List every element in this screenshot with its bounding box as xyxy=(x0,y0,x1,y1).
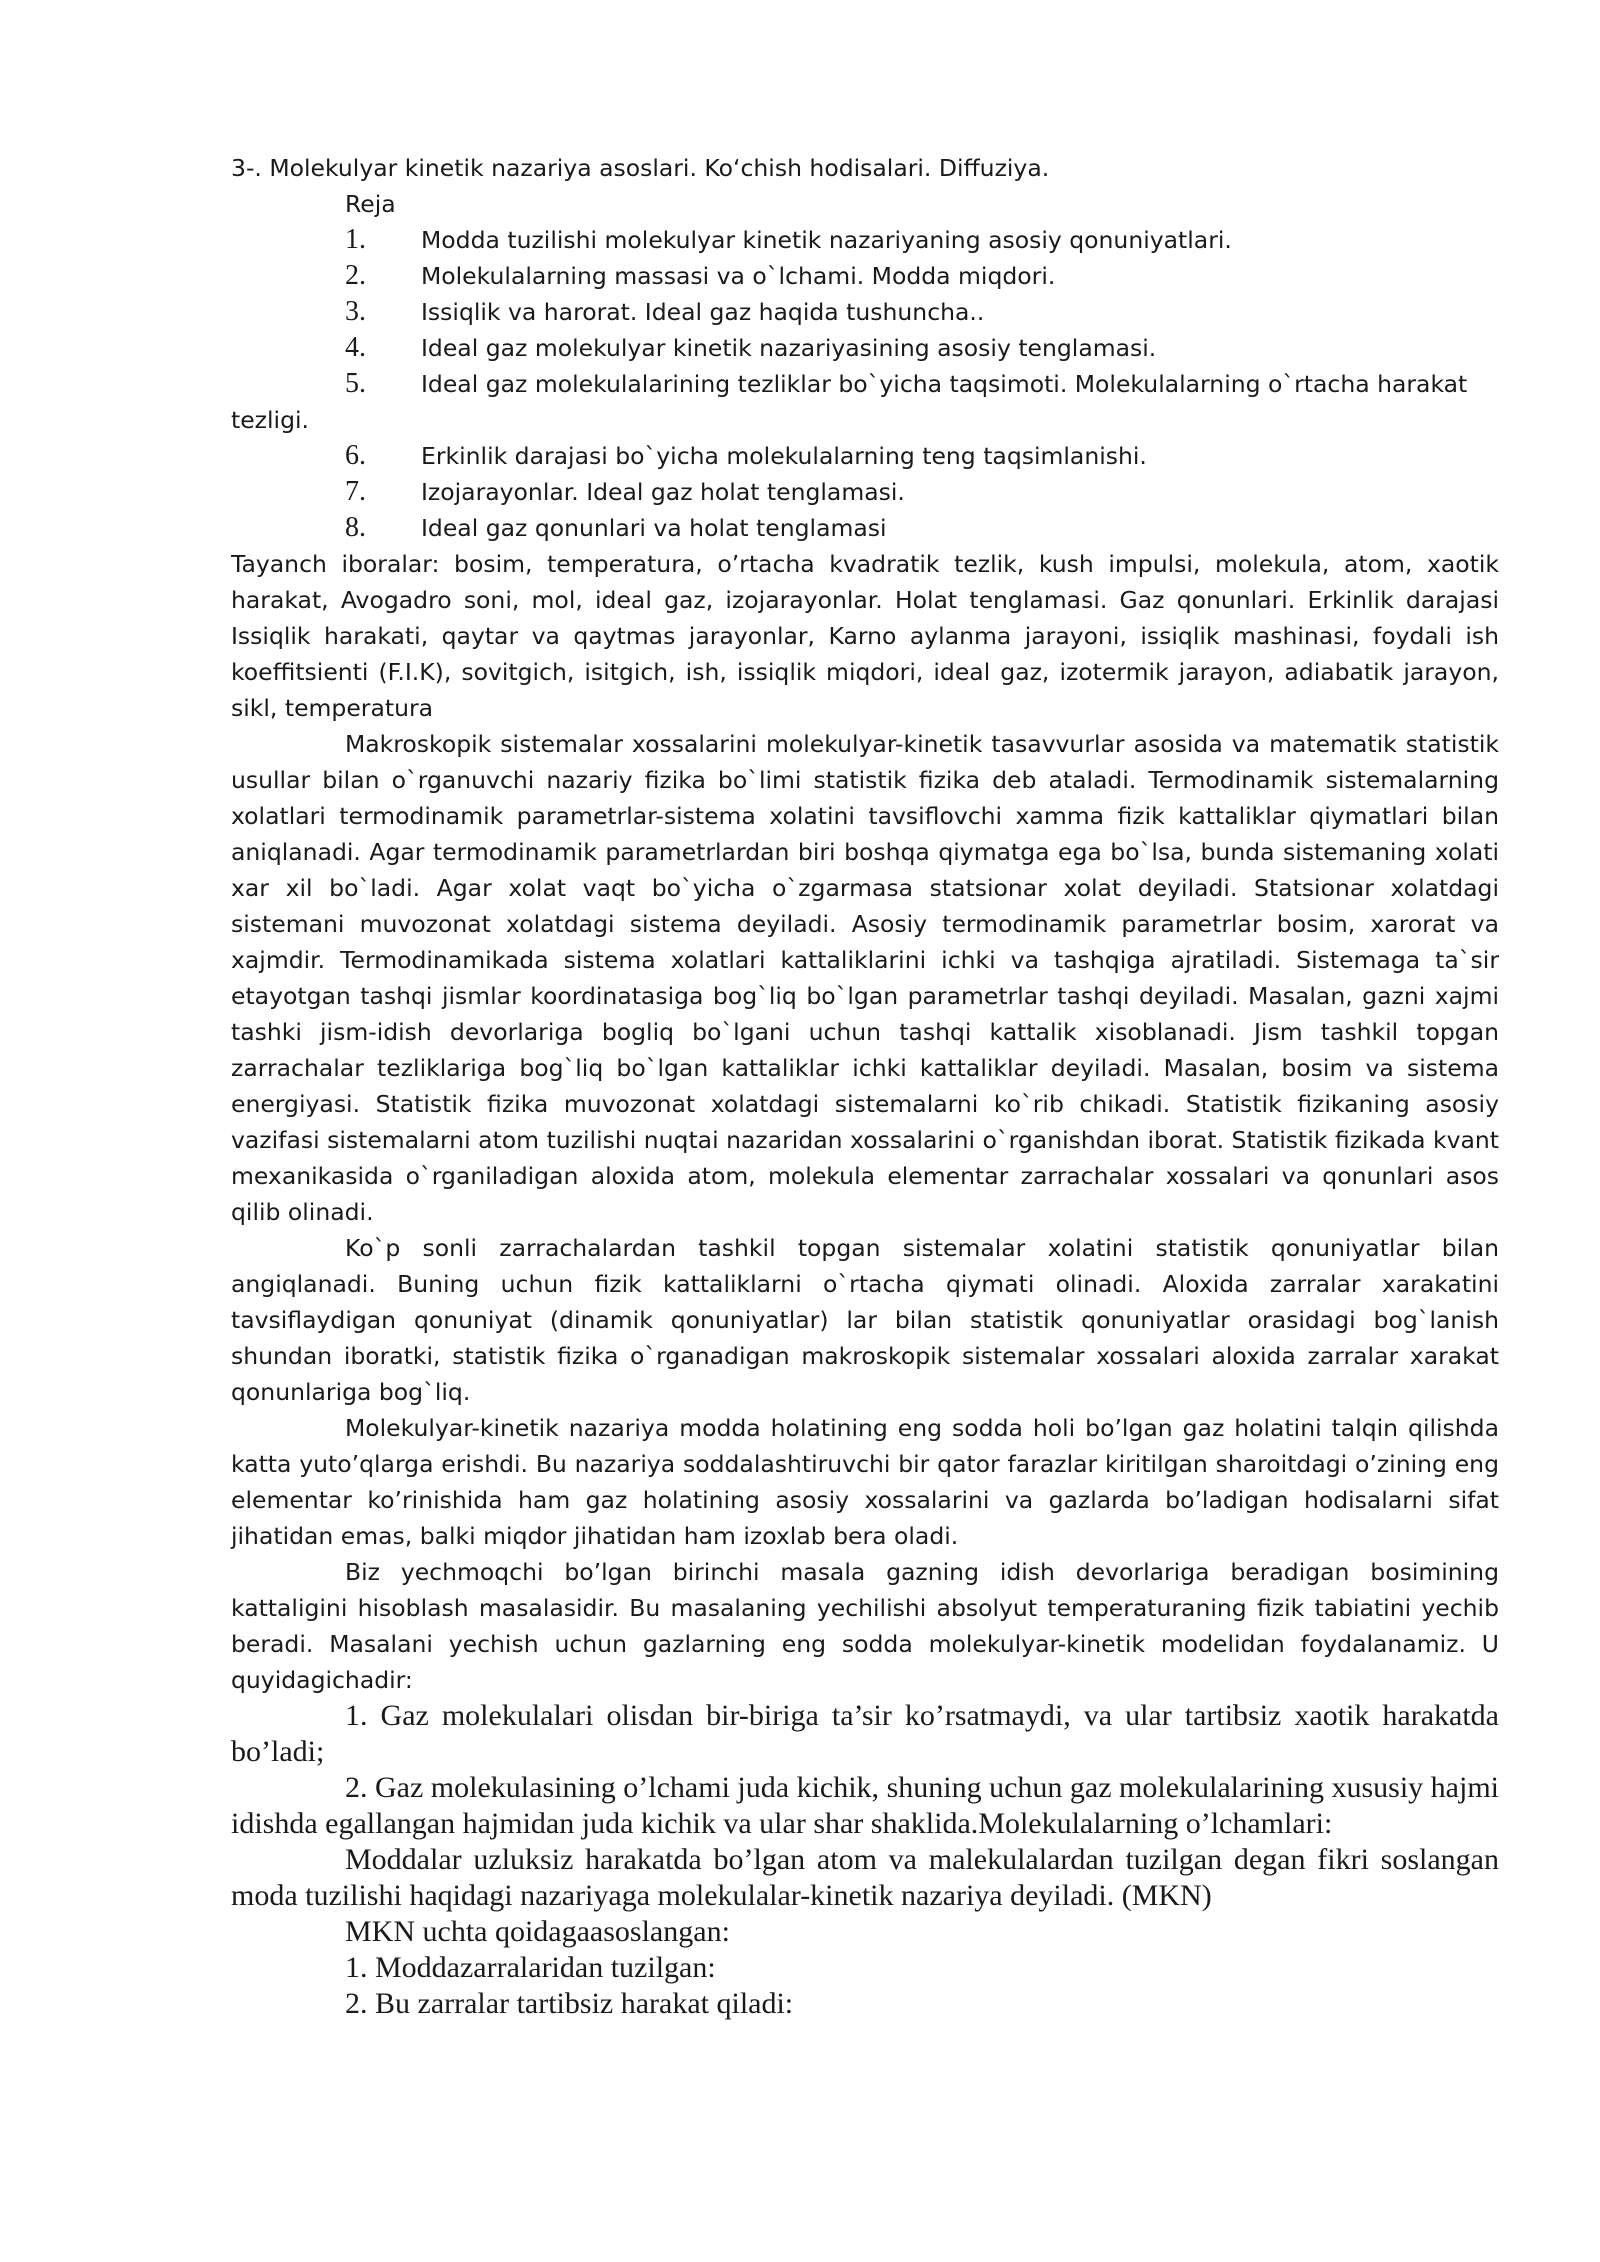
plan-item-text: Izojarayonlar. Ideal gaz holat tenglamasi. xyxy=(421,478,905,506)
model-assumption: 1. Gaz molekulalari olisdan bir-biriga ta’sir ko’rsatmaydi, va ular tartibsiz xaotik harakatda bo’ladi; xyxy=(231,1699,1499,1768)
plan-item-number: 7. xyxy=(345,476,366,507)
keywords-paragraph: Tayanch iboralar: bosim, temperatura, o’rtacha kvadratik tezlik, kush impulsi, molekula, atom, xaotik harakat, Avogadro soni, mol, ideal gaz, izojarayonlar. Holat tenglamasi. Gaz qonunlari. Erkinlik darajasi Issiqlik harakati, qaytar va qaytmas jarayonlar, Karno aylanma jarayoni, issiqlik mashinasi, foydali ish koeffitsienti (F.I.K), sovitgich, isitgich, ish, issiqlik miqdori, ideal gaz, izotermik jarayon, adiabatik jarayon, sikl, temperatura xyxy=(231,550,1499,722)
plan-item-number: 5. xyxy=(345,368,366,399)
body-paragraph: Molekulyar-kinetik nazariya modda holatining eng sodda holi bo’lgan gaz holatini talqin qilishda katta yuto’qlarga erishdi. Bu nazariya soddalashtiruvchi bir qator farazlar kiritilgan sharoitdagi o’zining eng elementar ko’rinishida ham gaz holatining asosiy xossalarini va gazlarda bo’ladigan hodisalarni sifat jihatidan emas, balki miqdor jihatidan ham izoxlab bera oladi. xyxy=(231,1414,1499,1550)
plan-item-number: 3. xyxy=(345,296,366,327)
plan-item-text: Modda tuzilishi molekulyar kinetik nazariyaning asosiy qonuniyatlari. xyxy=(421,226,1232,254)
plan-item-text: Erkinlik darajasi bo`yicha molekulalarning teng taqsimlanishi. xyxy=(421,442,1147,470)
plan-item xyxy=(231,438,1499,474)
plan-item-number: 2. xyxy=(345,260,366,291)
plan-item-text: Molekulalarning massasi va o`lchami. Modda miqdori. xyxy=(421,262,1056,290)
plan-item xyxy=(231,294,1499,330)
plan-item-text: Ideal gaz qonunlari va holat tenglamasi xyxy=(421,514,887,542)
body-paragraph: Ko`p sonli zarrachalardan tashkil topgan sistemalar xolatini statistik qonuniyatlar bilan angiqlanadi. Buning uchun fizik kattaliklarni o`rtacha qiymati olinadi. Aloxida zarralar xarakatini tavsiflaydigan qonuniyat (dinamik qonuniyatlar) lar bilan statistik qonuniyatlar orasidagi bog`lanish shundan iboratki, statistik fizika o`rganadigan makroskopik sistemalar xossalari aloxida zarralar xarakat qonunlariga bog`liq. xyxy=(231,1234,1499,1406)
plan-item xyxy=(231,510,1499,546)
document-page xyxy=(231,150,1499,2022)
mkn-definition: Moddalar uzluksiz harakatda bo’lgan atom va malekulalardan tuzilgan degan fikri soslangan moda tuzilishi haqidagi nazariyaga molekulalar-kinetik nazariya deyiladi. (MKN) xyxy=(231,1843,1499,1912)
plan-item-number: 6. xyxy=(345,440,366,471)
plan-item xyxy=(231,222,1499,258)
plan-item xyxy=(231,366,1499,402)
mkn-rule: 2. Bu zarralar tartibsiz harakat qiladi: xyxy=(345,1987,794,2020)
plan-item xyxy=(231,474,1499,510)
plan-item-text: Ideal gaz molekulyar kinetik nazariyasining asosiy tenglamasi. xyxy=(421,334,1157,362)
mkn-rule: 1. Moddazarralaridan tuzilgan: xyxy=(345,1951,716,1984)
plan-item-number: 1. xyxy=(345,224,366,255)
plan-item-number: 8. xyxy=(345,512,366,543)
mkn-rules-heading: MKN uchta qoidagaasoslangan: xyxy=(345,1915,730,1948)
body-paragraph: Makroskopik sistemalar xossalarini molekulyar-kinetik tasavvurlar asosida va matematik statistik usullar bilan o`rganuvchi nazariy fizika bo`limi statistik fizika deb ataladi. Termodinamik sistemalarning xolatlari termodinamik parametrlar-sistema xolatini tavsiflovchi xamma fizik kattaliklar qiymatlari bilan aniqlanadi. Agar termodinamik parametrlardan biri boshqa qiymatga ega bo`lsa, bunda sistemaning xolati xar xil bo`ladi. Agar xolat vaqt bo`yicha o`zgarmasa statsionar xolat deyiladi. Statsionar xolatdagi sistemani muvozonat xolatdagi sistema deyiladi. Asosiy termodinamik parametrlar bosim, xarorat va xajmdir. Termodinamikada sistema xolatlari kattaliklarini ichki va tashqiga ajratiladi. Sistemaga ta`sir etayotgan tashqi jismlar koordinatasiga bog`liq bo`lgan parametrlar tashqi deyiladi. Masalan, gazni xajmi tashki jism-idish devorlariga bogliq bo`lgani uchun tashqi kattalik xisoblanadi. Jism tashkil topgan zarrachalar tezliklariga bog`liq bo`lgan kattaliklar ichki kattaliklar deyiladi. Masalan, bosim va sistema energiyasi. Statistik fizika muvozonat xolatdagi sistemalarni ko`rib chikadi. Statistik fizikaning asosiy vazifasi sistemalarni atom tuzilishi nuqtai nazaridan xossalarini o`rganishdan iborat. Statistik fizikada kvant mexanikasida o`rganiladigan aloxida atom, molekula elementar zarrachalar xossalari va qonunlari asos qilib olinadi. xyxy=(231,730,1499,1226)
plan-heading: Reja xyxy=(345,190,396,218)
plan-item-text: Ideal gaz molekulalarining tezliklar bo`yicha taqsimoti. Molekulalarning o`rtacha harakat xyxy=(421,370,1468,398)
plan-list xyxy=(231,222,1499,546)
plan-item xyxy=(231,330,1499,366)
plan-item xyxy=(231,258,1499,294)
model-assumption: 2. Gaz molekulasining o’lchami juda kichik, shuning uchun gaz molekulalarining xususiy hajmi idishda egallangan hajmidan juda kichik va ular shar shaklida.Molekulalarning o’lchamlari: xyxy=(231,1771,1499,1840)
body-paragraph: Biz yechmoqchi bo’lgan birinchi masala gazning idish devorlariga beradigan bosimining kattaligini hisoblash masalasidir. Bu masalaning yechilishi absolyut temperaturaning fizik tabiatini yechib beradi. Masalani yechish uchun gazlarning eng sodda molekulyar-kinetik modelidan foydalanamiz. U quyidagichadir: xyxy=(231,1558,1499,1694)
plan-item-continuation: tezligi. xyxy=(231,406,309,434)
document-title: 3-. Molekulyar kinetik nazariya asoslari. Ko‘chish hodisalari. Diffuziya. xyxy=(231,154,1050,182)
plan-item-number: 4. xyxy=(345,332,366,363)
plan-item-text: Issiqlik va harorat. Ideal gaz haqida tushuncha.. xyxy=(421,298,985,326)
